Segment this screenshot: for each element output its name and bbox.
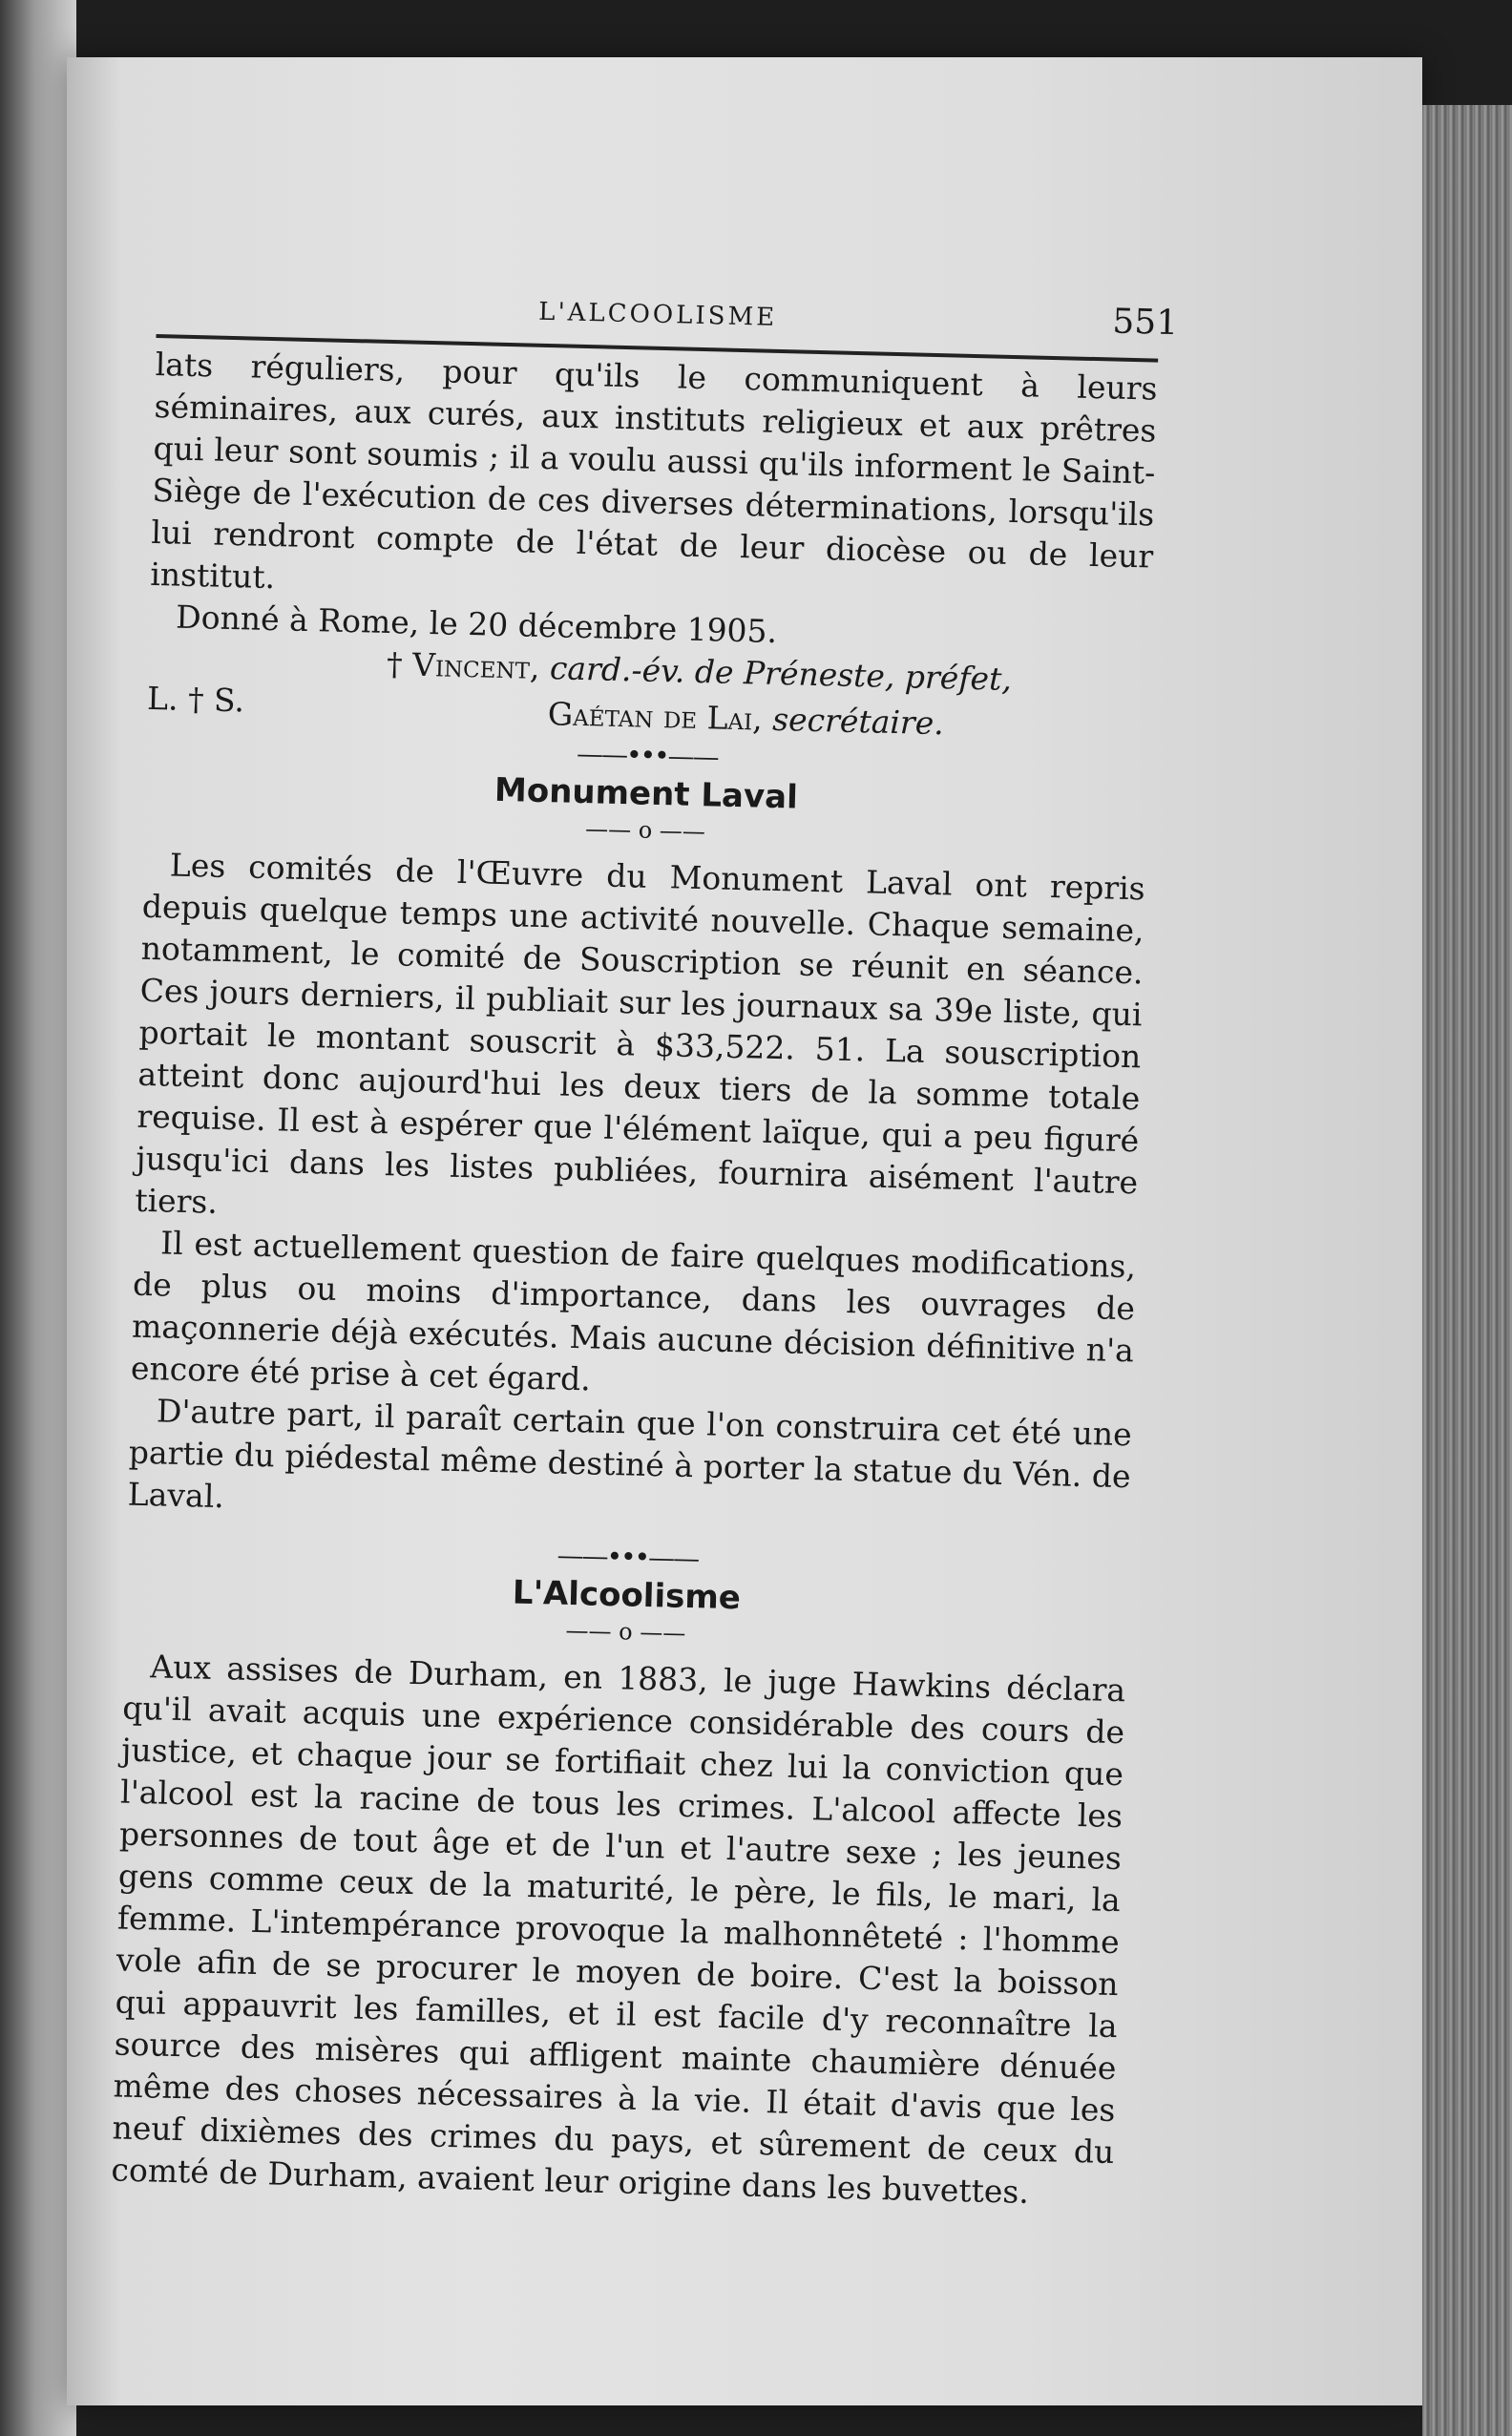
body-paragraph: Aux assises de Durham, en 1883, le juge Hawkins déclara qu'il avait acquis une expérience considérable des cours de justice, et chaque jour se fortifiait chez lui la conviction que l'alcool est la racine de tous les crimes. L'alcool affecte les personnes de tout âge et de l'un et l'autre sexe ; les jeunes gens comme ceux de la maturité, le père, le fils, le mari, la femme. L'intempérance provoque la malhonnêteté : l'homme vole afin de se procurer le moyen de boire. C'est la boisson qui appauvrit les familles, et il est facile d'y reconnaître la source des misères qui affligent mainte chaumière dénuée même des choses nécessaires à la vie. Il était d'avis que les neuf dixièmes des crimes du pays, et sûrement de ceux du comté de Durham, avaient leur origine dans les buvettes.	[111, 1648, 1126, 2211]
page-content	[111, 277, 1179, 2216]
signer-title: secrétaire.	[771, 700, 945, 743]
heading-mark: —— o ——	[565, 1616, 686, 1647]
left-page-edge	[0, 0, 76, 2436]
page-block-edges	[1422, 105, 1512, 2436]
signer-name: † Vincent,	[386, 644, 540, 686]
seal-mark: L. † S.	[146, 679, 245, 720]
body-paragraph: Les comités de l'Œuvre du Monument Laval ont repris depuis quelque temps une activité nouvelle. Chaque semaine, notamment, le comité de Souscription se réunit en séance. Ces jours derniers, il publiait sur les journaux sa 39e liste, qui portait le montant souscrit à $33,522. 51. La souscription atteint donc aujourd'hui les deux tiers de la somme totale requise. Il est à espérer que l'élément laïque, qui a peu figuré jusqu'ici dans les listes publiées, fournira aisément l'autre tiers.	[134, 846, 1146, 1221]
signer-title: card.-év. de Préneste, préfet,	[549, 649, 1013, 698]
signer-name: Gaétan de Lai,	[547, 695, 764, 738]
intro-paragraph: lats réguliers, pour qu'ils le communiquent à leurs séminaires, aux curés, aux instituts religieux et aux prêtres qui leur sont soumis ; il a voulu aussi qu'ils informent le Saint-Siège de l'exécution de ces diverses déterminations, lorsqu'ils lui rendront compte de l'état de leur diocèse ou de leur institut.	[149, 345, 1158, 597]
section-ornament: ——•••——	[576, 737, 719, 773]
page-number: 551	[1111, 302, 1179, 344]
section-ornament: ——•••——	[556, 1539, 699, 1575]
date-line: Donné à Rome, le 20 décembre 1905.	[175, 598, 778, 650]
heading-mark: —— o ——	[584, 815, 706, 846]
running-title: L'ALCOOLISME	[537, 297, 778, 332]
body-paragraph: D'autre part, il paraît certain que l'on construira cet été une partie du piédestal même destiné à porter la statue du Vén. de Laval.	[127, 1392, 1133, 1516]
body-paragraph: Il est actuellement question de faire quelques modifications, de plus ou moins d'importance, dans les ouvrages de maçonnerie déjà exécutés. Mais aucune décision définitive n'a encore été prise à cet égard.	[130, 1224, 1137, 1398]
signature-lai	[547, 695, 944, 742]
section-heading: L'Alcoolisme	[512, 1573, 742, 1618]
section-heading: Monument Laval	[494, 770, 799, 817]
